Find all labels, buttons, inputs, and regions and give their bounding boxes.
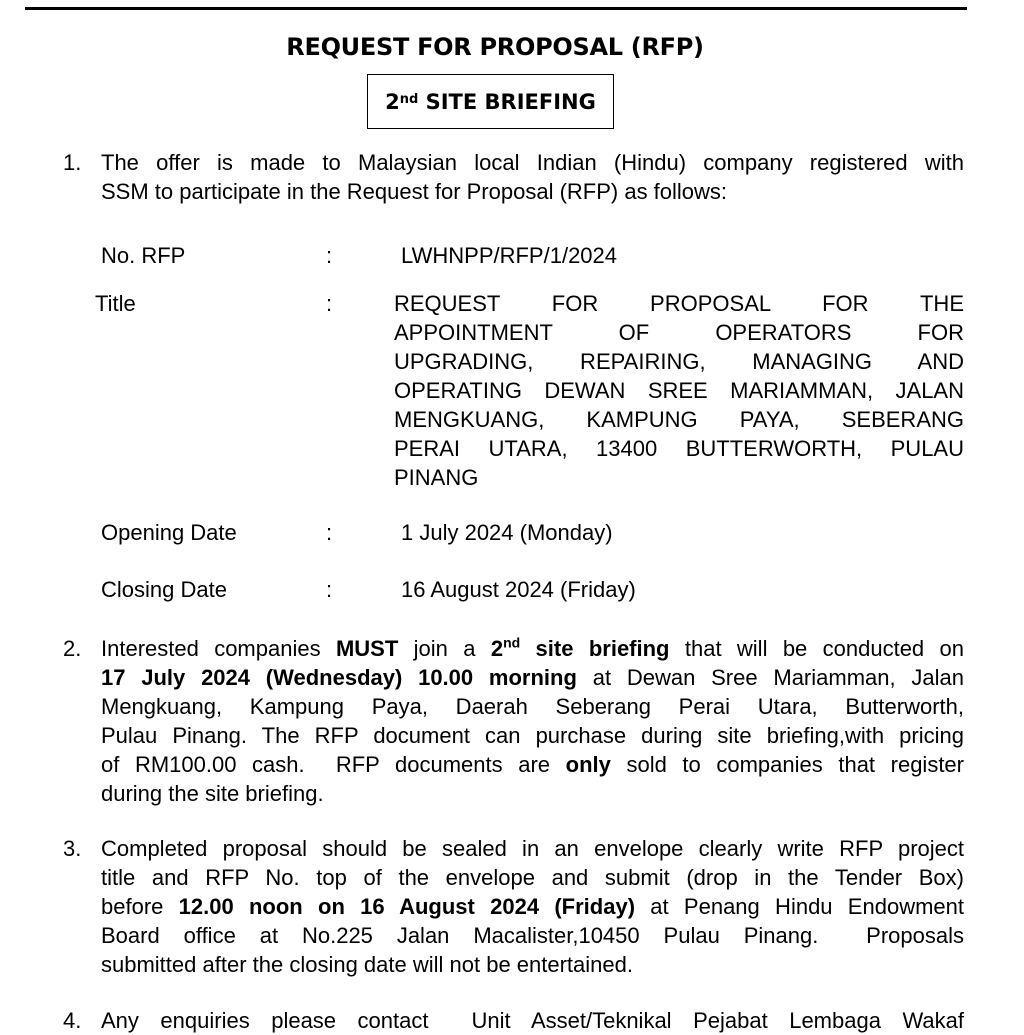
item-3-line: Board office at No.225 Jalan Macalister,10450 Pulau Pinang. Proposals [101, 923, 964, 948]
text-run: before [101, 894, 179, 919]
no-rfp-value: LWHNPP/RFP/1/2024 [401, 243, 618, 268]
text-run: site briefing [520, 636, 670, 661]
text-run: 17 July 2024 (Wednesday) 10.00 morning [101, 665, 577, 690]
item-2-line [101, 634, 964, 663]
title-line: UPGRADING, REPAIRING, MANAGING AND [394, 349, 964, 374]
text-run: join a [398, 636, 491, 661]
item-1-number: 1. [63, 150, 82, 175]
colon: : [326, 520, 333, 545]
item-1-line: The offer is made to Malaysian local Indian (Hindu) company registered with [101, 150, 964, 175]
subtitle-ordinal: 2 [385, 89, 400, 114]
item-3-line: title and RFP No. top of the envelope and submit (drop in the Tender Box) [101, 865, 964, 890]
item-4-number: 4. [63, 1008, 82, 1033]
text-run: at Penang Hindu Endowment [635, 894, 964, 919]
text-run: of RM100.00 cash. RFP documents are [101, 752, 566, 777]
item-2-number: 2. [63, 636, 82, 661]
item-4-text [101, 1006, 964, 1035]
title-line: OPERATING DEWAN SREE MARIAMMAN, JALAN [394, 378, 964, 403]
no-rfp-label: No. RFP [101, 243, 186, 268]
item-2-text [101, 634, 964, 808]
page-title: REQUEST FOR PROPOSAL (RFP) [286, 33, 704, 61]
text-run: 12.00 noon on 16 August 2024 (Friday) [178, 894, 636, 919]
item-3-text [101, 834, 964, 979]
title-line: PERAI UTARA, 13400 BUTTERWORTH, PULAU [394, 436, 964, 461]
text-run: 2 [490, 636, 504, 661]
subtitle-box: 2 $^{nd}$ SITE BRIEFING [367, 74, 614, 129]
top-rule [25, 7, 967, 10]
item-2-line: Pulau Pinang. The RFP document can purchase during site briefing,with pricing [101, 723, 964, 748]
opening-date-value: 1 July 2024 (Monday) [401, 520, 613, 545]
colon: : [326, 577, 333, 602]
text-run: Interested companies [101, 636, 336, 661]
title-line: PINANG [394, 465, 479, 490]
item-1-text [101, 148, 964, 206]
colon: : [326, 243, 333, 268]
text-run: sold to companies that register [610, 752, 964, 777]
item-3-line: Completed proposal should be sealed in an envelope clearly write RFP project [101, 836, 964, 861]
item-2-line: Mengkuang, Kampung Paya, Daerah Seberang Perai Utara, Butterworth, [101, 694, 964, 719]
title-line: REQUEST FOR PROPOSAL FOR THE [394, 291, 964, 316]
item-3-line [101, 892, 964, 921]
title-label: Title [95, 291, 136, 316]
item-2-line [101, 663, 964, 692]
text-run: nd [503, 634, 521, 651]
colon: : [326, 291, 333, 316]
item-3-number: 3. [63, 836, 82, 861]
item-3-line: submitted after the closing date will not be entertained. [101, 952, 633, 977]
text-run: that will be conducted on [669, 636, 964, 661]
item-2-line [101, 750, 964, 779]
title-line: APPOINTMENT OF OPERATORS FOR [394, 320, 964, 345]
item-4-line: Any enquiries please contact Unit Asset/Teknikal Pejabat Lembaga Wakaf [101, 1008, 964, 1033]
item-2-line: during the site briefing. [101, 781, 324, 806]
subtitle-text: SITE BRIEFING [418, 89, 596, 114]
opening-date-label: Opening Date [101, 520, 237, 545]
closing-date-label: Closing Date [101, 577, 227, 602]
text-run: only [565, 752, 611, 777]
item-1-line: SSM to participate in the Request for Proposal (RFP) as follows: [101, 179, 728, 204]
text-run: at Dewan Sree Mariamman, Jalan [576, 665, 964, 690]
closing-date-value: 16 August 2024 (Friday) [401, 577, 636, 602]
title-line: MENGKUANG, KAMPUNG PAYA, SEBERANG [394, 407, 964, 432]
title-value [394, 289, 964, 492]
text-run: MUST [335, 636, 399, 661]
